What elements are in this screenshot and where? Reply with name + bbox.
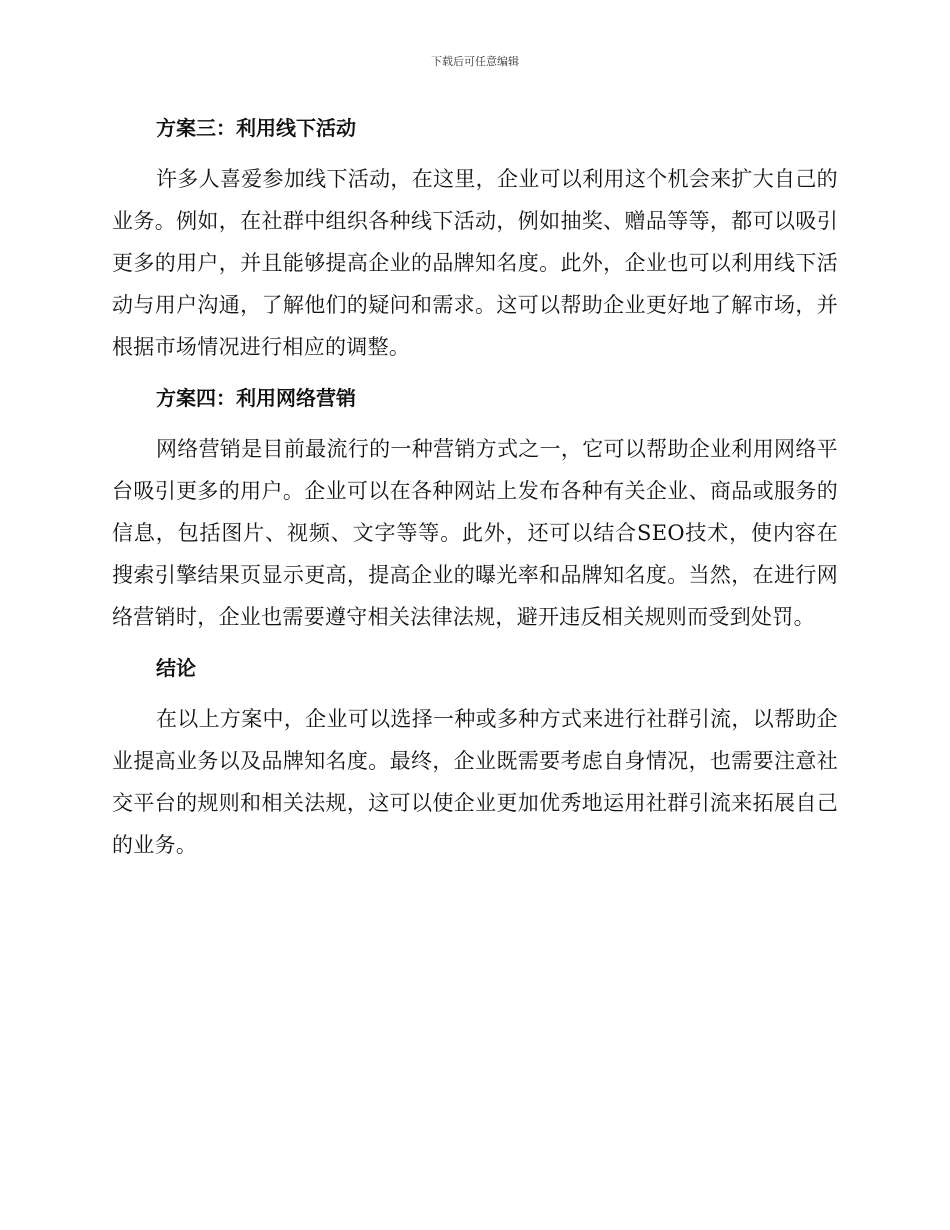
section-plan-three <box>112 108 838 368</box>
section-paragraph: 在以上方案中，企业可以选择一种或多种方式来进行社群引流，以帮助企业提高业务以及品牌知名度。最终，企业既需要考虑自身情况，也需要注意社交平台的规则和相关法规，这可以使企业更加优秀地运用社群引流来拓展自己的业务。 <box>112 707 838 857</box>
section-plan-four <box>112 378 838 638</box>
document-body <box>112 108 838 876</box>
section-heading: 方案三：利用线下活动 <box>156 116 356 140</box>
section-paragraph: 网络营销是目前最流行的一种营销方式之一，它可以帮助企业利用网络平台吸引更多的用户。企业可以在各种网站上发布各种有关企业、商品或服务的信息，包括图片、视频、文字等等。此外，还可以结合SEO技术，使内容在搜索引擎结果页显示更高，提高企业的曝光率和品牌知名度。当然，在进行网络营销时，企业也需要遵守相关法律法规，避开违反相关规则而受到处罚。 <box>112 437 838 629</box>
section-heading: 结论 <box>156 656 196 680</box>
section-conclusion <box>112 648 838 866</box>
section-heading: 方案四：利用网络营销 <box>156 386 356 410</box>
section-paragraph: 许多人喜爱参加线下活动，在这里，企业可以利用这个机会来扩大自己的业务。例如，在社群中组织各种线下活动，例如抽奖、赠品等等，都可以吸引更多的用户，并且能够提高企业的品牌知名度。此外，企业也可以利用线下活动与用户沟通，了解他们的疑问和需求。这可以帮助企业更好地了解市场，并根据市场情况进行相应的调整。 <box>112 167 838 359</box>
page-header: 下载后可任意编辑 <box>431 55 519 68</box>
